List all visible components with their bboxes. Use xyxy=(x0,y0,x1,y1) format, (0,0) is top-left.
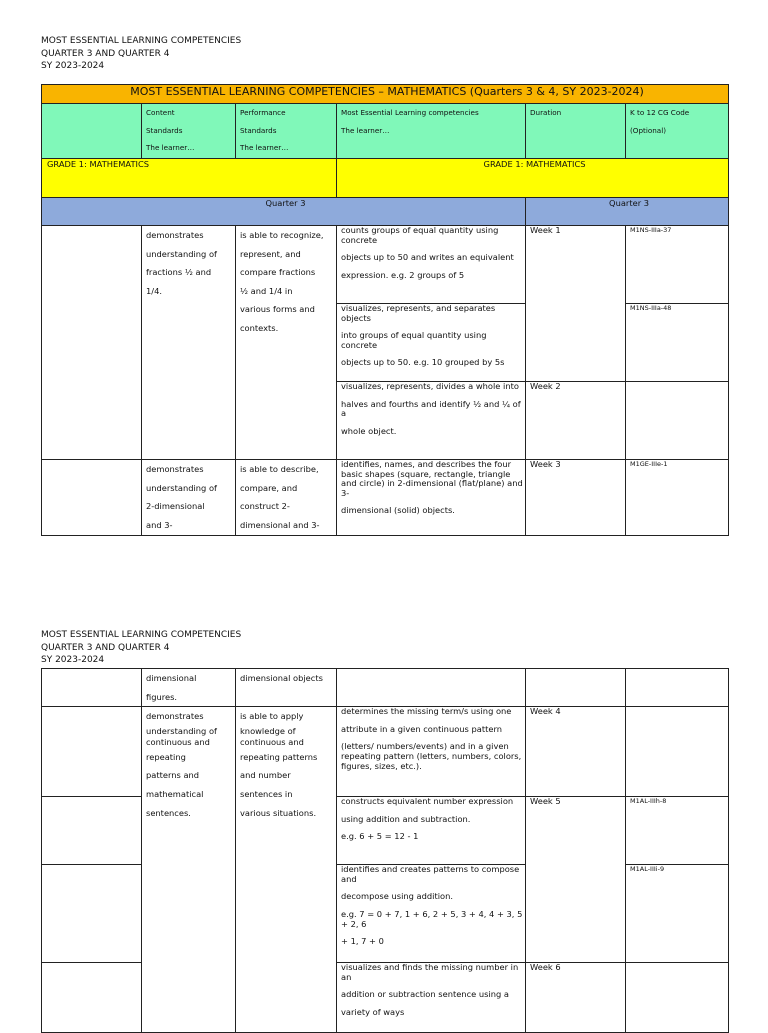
blank-cell xyxy=(42,460,142,536)
duration-cell: Week 3 xyxy=(526,460,626,536)
blank-cell xyxy=(42,707,142,797)
blank-cell xyxy=(42,797,142,865)
cg-code-cell xyxy=(626,382,729,460)
content-standard-cell: demonstrates understanding of 2-dimensional and 3- xyxy=(142,460,236,536)
melc-cell: identifies, names, and describes the four basic shapes (square, rectangle, triangle and circle) in 2-dimensional (flat/plane) and 3- dimensional (solid) objects. xyxy=(337,460,526,536)
blank-cell xyxy=(42,669,142,707)
header-line: MOST ESSENTIAL LEARNING COMPETENCIES xyxy=(41,630,242,640)
quarter-label-left: Quarter 3 xyxy=(42,198,526,226)
page2-header xyxy=(41,629,241,667)
melc-cell: constructs equivalent number expression using addition and subtraction. e.g. 6 + 5 = 12 - 1 xyxy=(337,797,526,865)
column-header-duration: Duration xyxy=(526,104,626,159)
melc-cell: visualizes, represents, divides a whole into halves and fourths and identify ½ and ¼ of a whole object. xyxy=(337,382,526,460)
quarter-label-right: Quarter 3 xyxy=(526,198,729,226)
blank-cell xyxy=(42,226,142,460)
column-header-cg-code: K to 12 CG Code (Optional) xyxy=(626,104,729,159)
cg-code-cell: M1AL-IIIh-8 xyxy=(626,797,729,865)
content-standard-cell: demonstrates understanding of continuous and repeating patterns and mathematical sentences. xyxy=(142,707,236,1033)
header-line: QUARTER 3 AND QUARTER 4 xyxy=(41,48,170,59)
grade-label-left: GRADE 1: MATHEMATICS xyxy=(42,159,337,198)
duration-cell: Week 6 xyxy=(526,963,626,1033)
performance-standard-cell: is able to recognize, represent, and compare fractions ½ and 1/4 in various forms and contexts. xyxy=(236,226,337,460)
column-header-row xyxy=(42,104,729,159)
melc-cell: visualizes, represents, and separates objects into groups of equal quantity using concrete objects up to 50. e.g. 10 grouped by 5s xyxy=(337,304,526,382)
duration-cell: Week 4 xyxy=(526,707,626,797)
column-header-content-standards: Content Standards The learner… xyxy=(142,104,236,159)
cg-code-cell: M1NS-IIIa-48 xyxy=(626,304,729,382)
blank-cell xyxy=(42,963,142,1033)
melc-table-page1 xyxy=(41,84,729,536)
grade-label-right: GRADE 1: MATHEMATICS xyxy=(337,159,729,198)
content-standard-cell: demonstrates understanding of fractions ½ and 1/4. xyxy=(142,226,236,460)
melc-cell: counts groups of equal quantity using concrete objects up to 50 and writes an equivalent expression. e.g. 2 groups of 5 xyxy=(337,226,526,304)
header-line: SY 2023-2024 xyxy=(41,61,105,71)
melc-table-page2 xyxy=(41,668,729,1033)
cg-code-cell xyxy=(626,963,729,1033)
performance-standard-cell: dimensional objects xyxy=(236,669,337,707)
blank-cell xyxy=(42,865,142,963)
table-row xyxy=(42,460,729,536)
header-line: SY 2023-2024 xyxy=(41,655,105,665)
duration-cell: Week 1 xyxy=(526,226,626,382)
cg-code-cell xyxy=(626,707,729,797)
cg-code-cell xyxy=(626,669,729,707)
cg-code-cell: M1GE-IIIe-1 xyxy=(626,460,729,536)
duration-cell: Week 2 xyxy=(526,382,626,460)
page1-header xyxy=(41,35,241,73)
column-header-performance-standards: Performance Standards The learner… xyxy=(236,104,337,159)
quarter-row xyxy=(42,198,729,226)
melc-cell: determines the missing term/s using one attribute in a given continuous pattern (letters/ numbers/events) and in a given repeating pattern (letters, numbers, colors, figures, sizes, etc.). xyxy=(337,707,526,797)
header-line: QUARTER 3 AND QUARTER 4 xyxy=(41,642,170,653)
duration-cell xyxy=(526,669,626,707)
table-row xyxy=(42,226,729,304)
table-row xyxy=(42,669,729,707)
column-header-melc: Most Essential Learning competencies The learner… xyxy=(337,104,526,159)
performance-standard-cell: is able to apply knowledge of continuous and repeating patterns and number sentences in various situations. xyxy=(236,707,337,1033)
melc-cell: visualizes and finds the missing number in an addition or subtraction sentence using a variety of ways xyxy=(337,963,526,1033)
melc-cell xyxy=(337,669,526,707)
table-title: MOST ESSENTIAL LEARNING COMPETENCIES – MATHEMATICS (Quarters 3 & 4, SY 2023-2024) xyxy=(42,85,729,104)
grade-row xyxy=(42,159,729,198)
table-row xyxy=(42,707,729,797)
cg-code-cell: M1NS-IIIa-37 xyxy=(626,226,729,304)
cg-code-cell: M1AL-IIIi-9 xyxy=(626,865,729,963)
performance-standard-cell: is able to describe, compare, and construct 2- dimensional and 3- xyxy=(236,460,337,536)
header-line: MOST ESSENTIAL LEARNING COMPETENCIES xyxy=(41,36,242,46)
content-standard-cell: dimensional figures. xyxy=(142,669,236,707)
melc-cell: identifies and creates patterns to compose and decompose using addition. e.g. 7 = 0 + 7, 1 + 6, 2 + 5, 3 + 4, 4 + 3, 5 + 2, 6 + 1, 7 + 0 xyxy=(337,865,526,963)
duration-cell: Week 5 xyxy=(526,797,626,963)
column-header-blank xyxy=(42,104,142,159)
